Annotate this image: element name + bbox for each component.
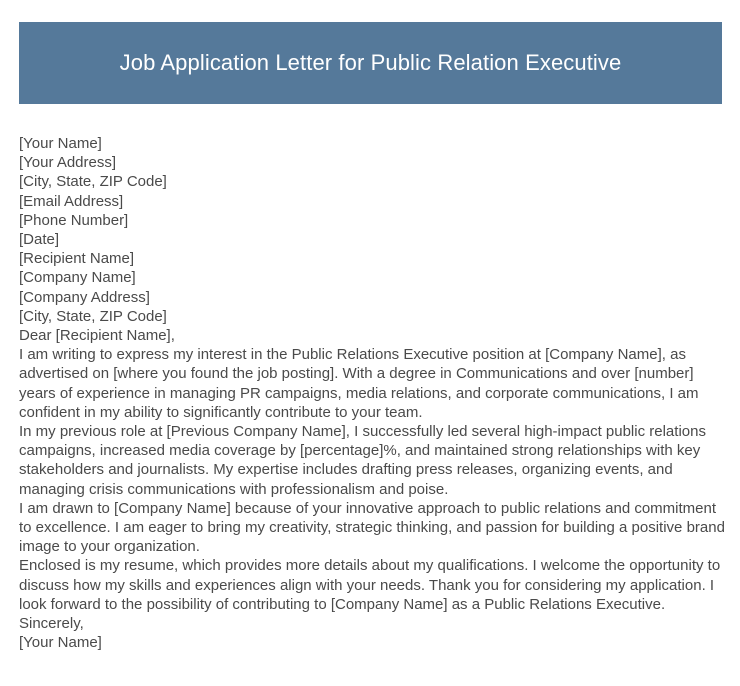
sender-address-line: [Your Address] <box>19 154 117 172</box>
salutation: Dear [Recipient Name], <box>19 327 175 345</box>
body-paragraph-3: I am drawn to [Company Name] because of your innovative approach to public relations and commitment to excellence. I am eager to bring my creativity, strategic thinking, and passion for building a positive brand image to your organization. <box>19 499 725 556</box>
sender-name-line: [Your Name] <box>19 135 102 152</box>
body-paragraph-2: In my previous role at [Previous Company Name], I successfully led several high-impact public relations campaigns, increased media coverage by [percentage]%, and maintained strong relationships with key stakeholders and journalists. My expertise includes drafting press releases, organizing events, and managing crisis communications with professionalism and poise. <box>19 423 706 498</box>
body-paragraph-1: I am writing to express my interest in the Public Relations Executive position at [Company Name], as advertised on [where you found the job posting]. With a degree in Communications and over [number] years of experience in managing PR campaigns, media relations, and corporate communications, I am confident in my ability to significantly contribute to your team. <box>19 346 699 421</box>
signature-line: [Your Name] <box>19 634 102 652</box>
document-title-banner <box>19 22 722 104</box>
recipient-city-line: [City, State, ZIP Code] <box>19 307 167 325</box>
recipient-address-line: [Company Address] <box>19 288 150 306</box>
sender-email-line: [Email Address] <box>19 192 124 210</box>
sender-phone-line: [Phone Number] <box>19 211 129 229</box>
closing-line: Sincerely, <box>19 615 84 633</box>
letter-content <box>19 134 725 652</box>
body-paragraph-4: Enclosed is my resume, which provides more details about my qualifications. I welcome the opportunity to discuss how my skills and experiences align with your needs. Thank you for considering my application. I look forward to the possibility of contributing to [Company Name] as a Public Relations Executive. <box>19 557 721 613</box>
page-title: Job Application Letter for Public Relation Executive <box>119 49 622 75</box>
date-line: [Date] <box>19 231 60 249</box>
recipient-company-line: [Company Name] <box>19 269 136 287</box>
recipient-name-line: [Recipient Name] <box>19 250 135 268</box>
sender-city-line: [City, State, ZIP Code] <box>19 173 167 191</box>
